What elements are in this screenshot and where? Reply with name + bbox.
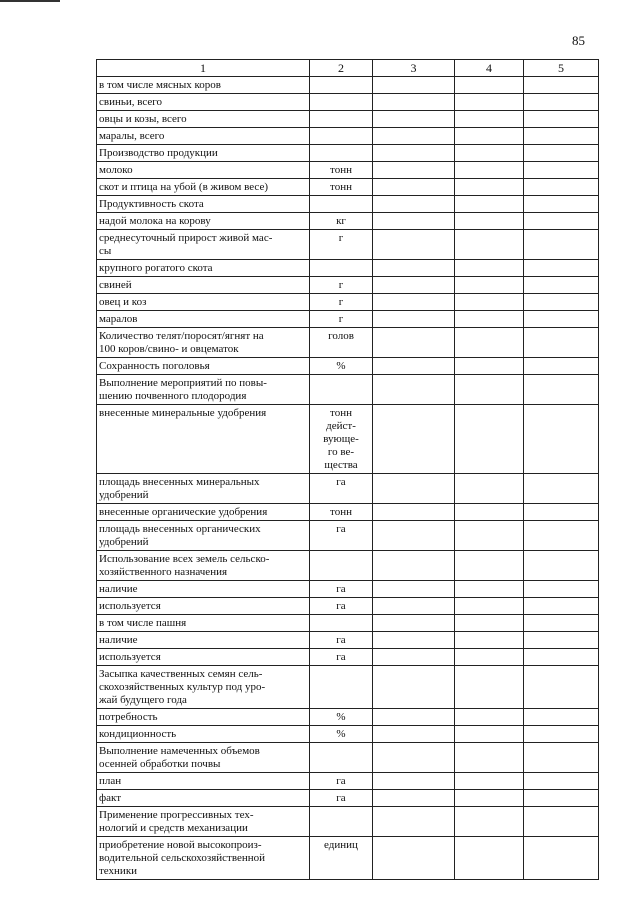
empty-cell-col-5 — [524, 581, 599, 598]
table-row — [97, 162, 599, 179]
empty-cell-col-4 — [455, 709, 524, 726]
empty-cell-col-5 — [524, 162, 599, 179]
row-label: используется — [97, 598, 310, 615]
row-label: Использование всех земель сельско- хозяйственного назначения — [97, 551, 310, 581]
table-row — [97, 328, 599, 358]
empty-cell-col-5 — [524, 632, 599, 649]
empty-cell-col-3 — [373, 277, 455, 294]
table-row — [97, 521, 599, 551]
row-label: Засыпка качественных семян сель- скохозяйственных культур под уро- жай будущего года — [97, 666, 310, 709]
table-row — [97, 230, 599, 260]
row-unit: тонн — [310, 504, 373, 521]
row-unit: га — [310, 521, 373, 551]
row-label: Продуктивность скота — [97, 196, 310, 213]
empty-cell-col-5 — [524, 375, 599, 405]
empty-cell-col-3 — [373, 405, 455, 474]
table-row — [97, 405, 599, 474]
table-row — [97, 179, 599, 196]
row-label: среднесуточный прирост живой мас- сы — [97, 230, 310, 260]
empty-cell-col-3 — [373, 94, 455, 111]
data-table — [96, 59, 599, 880]
empty-cell-col-4 — [455, 111, 524, 128]
empty-cell-col-4 — [455, 179, 524, 196]
empty-cell-col-4 — [455, 474, 524, 504]
row-unit — [310, 260, 373, 277]
empty-cell-col-5 — [524, 311, 599, 328]
empty-cell-col-5 — [524, 726, 599, 743]
table-row — [97, 294, 599, 311]
row-label: площадь внесенных минеральных удобрений — [97, 474, 310, 504]
empty-cell-col-4 — [455, 581, 524, 598]
row-label: скот и птица на убой (в живом весе) — [97, 179, 310, 196]
empty-cell-col-5 — [524, 294, 599, 311]
empty-cell-col-3 — [373, 837, 455, 880]
row-label: наличие — [97, 581, 310, 598]
empty-cell-col-5 — [524, 666, 599, 709]
empty-cell-col-3 — [373, 311, 455, 328]
empty-cell-col-4 — [455, 666, 524, 709]
row-label: Производство продукции — [97, 145, 310, 162]
empty-cell-col-4 — [455, 405, 524, 474]
empty-cell-col-4 — [455, 615, 524, 632]
empty-cell-col-5 — [524, 807, 599, 837]
empty-cell-col-3 — [373, 294, 455, 311]
table-row — [97, 598, 599, 615]
column-header-3: 3 — [373, 60, 455, 77]
row-unit: тонн — [310, 162, 373, 179]
row-label: кондиционность — [97, 726, 310, 743]
row-label: свиньи, всего — [97, 94, 310, 111]
empty-cell-col-5 — [524, 111, 599, 128]
empty-cell-col-4 — [455, 837, 524, 880]
table-row — [97, 551, 599, 581]
empty-cell-col-3 — [373, 773, 455, 790]
empty-cell-col-4 — [455, 551, 524, 581]
table-row — [97, 77, 599, 94]
row-unit: г — [310, 277, 373, 294]
row-label: используется — [97, 649, 310, 666]
empty-cell-col-3 — [373, 358, 455, 375]
empty-cell-col-4 — [455, 94, 524, 111]
empty-cell-col-3 — [373, 230, 455, 260]
empty-cell-col-5 — [524, 615, 599, 632]
row-label: в том числе мясных коров — [97, 77, 310, 94]
row-label: свиней — [97, 277, 310, 294]
row-label: крупного рогатого скота — [97, 260, 310, 277]
table-row — [97, 277, 599, 294]
empty-cell-col-3 — [373, 632, 455, 649]
empty-cell-col-5 — [524, 260, 599, 277]
row-unit — [310, 615, 373, 632]
empty-cell-col-4 — [455, 726, 524, 743]
row-label: факт — [97, 790, 310, 807]
row-label: внесенные минеральные удобрения — [97, 405, 310, 474]
empty-cell-col-5 — [524, 649, 599, 666]
empty-cell-col-4 — [455, 807, 524, 837]
top-edge-line — [0, 0, 60, 2]
empty-cell-col-4 — [455, 196, 524, 213]
empty-cell-col-5 — [524, 77, 599, 94]
row-unit — [310, 743, 373, 773]
empty-cell-col-3 — [373, 598, 455, 615]
empty-cell-col-5 — [524, 790, 599, 807]
empty-cell-col-3 — [373, 504, 455, 521]
empty-cell-col-3 — [373, 77, 455, 94]
row-unit: га — [310, 632, 373, 649]
empty-cell-col-4 — [455, 277, 524, 294]
table-row — [97, 311, 599, 328]
row-unit: га — [310, 581, 373, 598]
row-unit: г — [310, 230, 373, 260]
row-label: надой молока на корову — [97, 213, 310, 230]
empty-cell-col-4 — [455, 328, 524, 358]
row-label: овцы и козы, всего — [97, 111, 310, 128]
row-unit — [310, 111, 373, 128]
row-unit: га — [310, 598, 373, 615]
empty-cell-col-3 — [373, 666, 455, 709]
table-row — [97, 790, 599, 807]
row-label: внесенные органические удобрения — [97, 504, 310, 521]
empty-cell-col-5 — [524, 94, 599, 111]
empty-cell-col-3 — [373, 260, 455, 277]
table-row — [97, 773, 599, 790]
empty-cell-col-4 — [455, 375, 524, 405]
column-header-4: 4 — [455, 60, 524, 77]
table-row — [97, 632, 599, 649]
empty-cell-col-5 — [524, 230, 599, 260]
table-row — [97, 581, 599, 598]
empty-cell-col-5 — [524, 474, 599, 504]
empty-cell-col-3 — [373, 709, 455, 726]
row-unit: га — [310, 790, 373, 807]
empty-cell-col-5 — [524, 179, 599, 196]
row-label: овец и коз — [97, 294, 310, 311]
empty-cell-col-5 — [524, 213, 599, 230]
row-label: потребность — [97, 709, 310, 726]
empty-cell-col-4 — [455, 649, 524, 666]
row-label: Количество телят/поросят/ягнят на 100 коров/свино- и овцематок — [97, 328, 310, 358]
row-unit — [310, 94, 373, 111]
row-unit — [310, 77, 373, 94]
empty-cell-col-4 — [455, 773, 524, 790]
row-unit: % — [310, 709, 373, 726]
table-row — [97, 145, 599, 162]
empty-cell-col-3 — [373, 196, 455, 213]
empty-cell-col-4 — [455, 632, 524, 649]
empty-cell-col-4 — [455, 145, 524, 162]
table-row — [97, 504, 599, 521]
table-row — [97, 128, 599, 145]
empty-cell-col-3 — [373, 111, 455, 128]
empty-cell-col-5 — [524, 743, 599, 773]
row-unit: % — [310, 358, 373, 375]
column-header-5: 5 — [524, 60, 599, 77]
row-label: площадь внесенных органических удобрений — [97, 521, 310, 551]
row-unit — [310, 375, 373, 405]
empty-cell-col-5 — [524, 328, 599, 358]
empty-cell-col-4 — [455, 504, 524, 521]
row-label: Применение прогрессивных тех- нологий и средств механизации — [97, 807, 310, 837]
row-unit — [310, 196, 373, 213]
empty-cell-col-4 — [455, 162, 524, 179]
empty-cell-col-4 — [455, 598, 524, 615]
table-row — [97, 837, 599, 880]
table-row — [97, 709, 599, 726]
empty-cell-col-5 — [524, 504, 599, 521]
row-label: план — [97, 773, 310, 790]
empty-cell-col-5 — [524, 598, 599, 615]
empty-cell-col-3 — [373, 328, 455, 358]
row-unit: % — [310, 726, 373, 743]
table-row — [97, 807, 599, 837]
empty-cell-col-3 — [373, 615, 455, 632]
empty-cell-col-3 — [373, 474, 455, 504]
row-unit: га — [310, 474, 373, 504]
empty-cell-col-3 — [373, 145, 455, 162]
row-unit: тонн — [310, 179, 373, 196]
row-unit: голов — [310, 328, 373, 358]
empty-cell-col-3 — [373, 743, 455, 773]
table-row — [97, 94, 599, 111]
empty-cell-col-4 — [455, 260, 524, 277]
row-unit — [310, 128, 373, 145]
empty-cell-col-5 — [524, 551, 599, 581]
table-row — [97, 358, 599, 375]
empty-cell-col-4 — [455, 128, 524, 145]
row-unit: кг — [310, 213, 373, 230]
table-row — [97, 213, 599, 230]
table-row — [97, 260, 599, 277]
table-row — [97, 615, 599, 632]
page-number: 85 — [572, 33, 585, 48]
row-label: маралы, всего — [97, 128, 310, 145]
table-row — [97, 111, 599, 128]
table-row — [97, 666, 599, 709]
row-unit: га — [310, 773, 373, 790]
row-label: приобретение новой высокопроиз- водительной сельскохозяйственной техники — [97, 837, 310, 880]
table-row — [97, 726, 599, 743]
empty-cell-col-3 — [373, 649, 455, 666]
row-unit: га — [310, 649, 373, 666]
empty-cell-col-3 — [373, 375, 455, 405]
empty-cell-col-5 — [524, 196, 599, 213]
empty-cell-col-3 — [373, 179, 455, 196]
empty-cell-col-5 — [524, 128, 599, 145]
row-label: маралов — [97, 311, 310, 328]
empty-cell-col-4 — [455, 743, 524, 773]
empty-cell-col-5 — [524, 358, 599, 375]
empty-cell-col-3 — [373, 581, 455, 598]
table-body — [97, 60, 599, 880]
empty-cell-col-5 — [524, 405, 599, 474]
row-unit: г — [310, 294, 373, 311]
empty-cell-col-3 — [373, 128, 455, 145]
row-unit: единиц — [310, 837, 373, 880]
empty-cell-col-4 — [455, 311, 524, 328]
row-label: Сохранность поголовья — [97, 358, 310, 375]
empty-cell-col-3 — [373, 790, 455, 807]
row-unit: тонн дейст- вующе- го ве- щества — [310, 405, 373, 474]
empty-cell-col-4 — [455, 521, 524, 551]
table-header-row — [97, 60, 599, 77]
empty-cell-col-3 — [373, 726, 455, 743]
table-row — [97, 743, 599, 773]
empty-cell-col-4 — [455, 213, 524, 230]
table-row — [97, 375, 599, 405]
empty-cell-col-5 — [524, 773, 599, 790]
row-unit — [310, 666, 373, 709]
empty-cell-col-3 — [373, 162, 455, 179]
empty-cell-col-3 — [373, 521, 455, 551]
row-label: Выполнение намеченных объемов осенней обработки почвы — [97, 743, 310, 773]
empty-cell-col-4 — [455, 358, 524, 375]
empty-cell-col-5 — [524, 521, 599, 551]
table-row — [97, 474, 599, 504]
row-label: молоко — [97, 162, 310, 179]
empty-cell-col-5 — [524, 277, 599, 294]
empty-cell-col-3 — [373, 213, 455, 230]
empty-cell-col-5 — [524, 145, 599, 162]
row-unit: г — [310, 311, 373, 328]
empty-cell-col-4 — [455, 77, 524, 94]
column-header-1: 1 — [97, 60, 310, 77]
row-label: наличие — [97, 632, 310, 649]
row-unit — [310, 145, 373, 162]
table-row — [97, 196, 599, 213]
empty-cell-col-3 — [373, 807, 455, 837]
row-unit — [310, 807, 373, 837]
empty-cell-col-4 — [455, 230, 524, 260]
row-label: Выполнение мероприятий по повы- шению почвенного плодородия — [97, 375, 310, 405]
empty-cell-col-4 — [455, 294, 524, 311]
row-unit — [310, 551, 373, 581]
empty-cell-col-5 — [524, 837, 599, 880]
empty-cell-col-5 — [524, 709, 599, 726]
empty-cell-col-3 — [373, 551, 455, 581]
table-row — [97, 649, 599, 666]
row-label: в том числе пашня — [97, 615, 310, 632]
empty-cell-col-4 — [455, 790, 524, 807]
column-header-2: 2 — [310, 60, 373, 77]
